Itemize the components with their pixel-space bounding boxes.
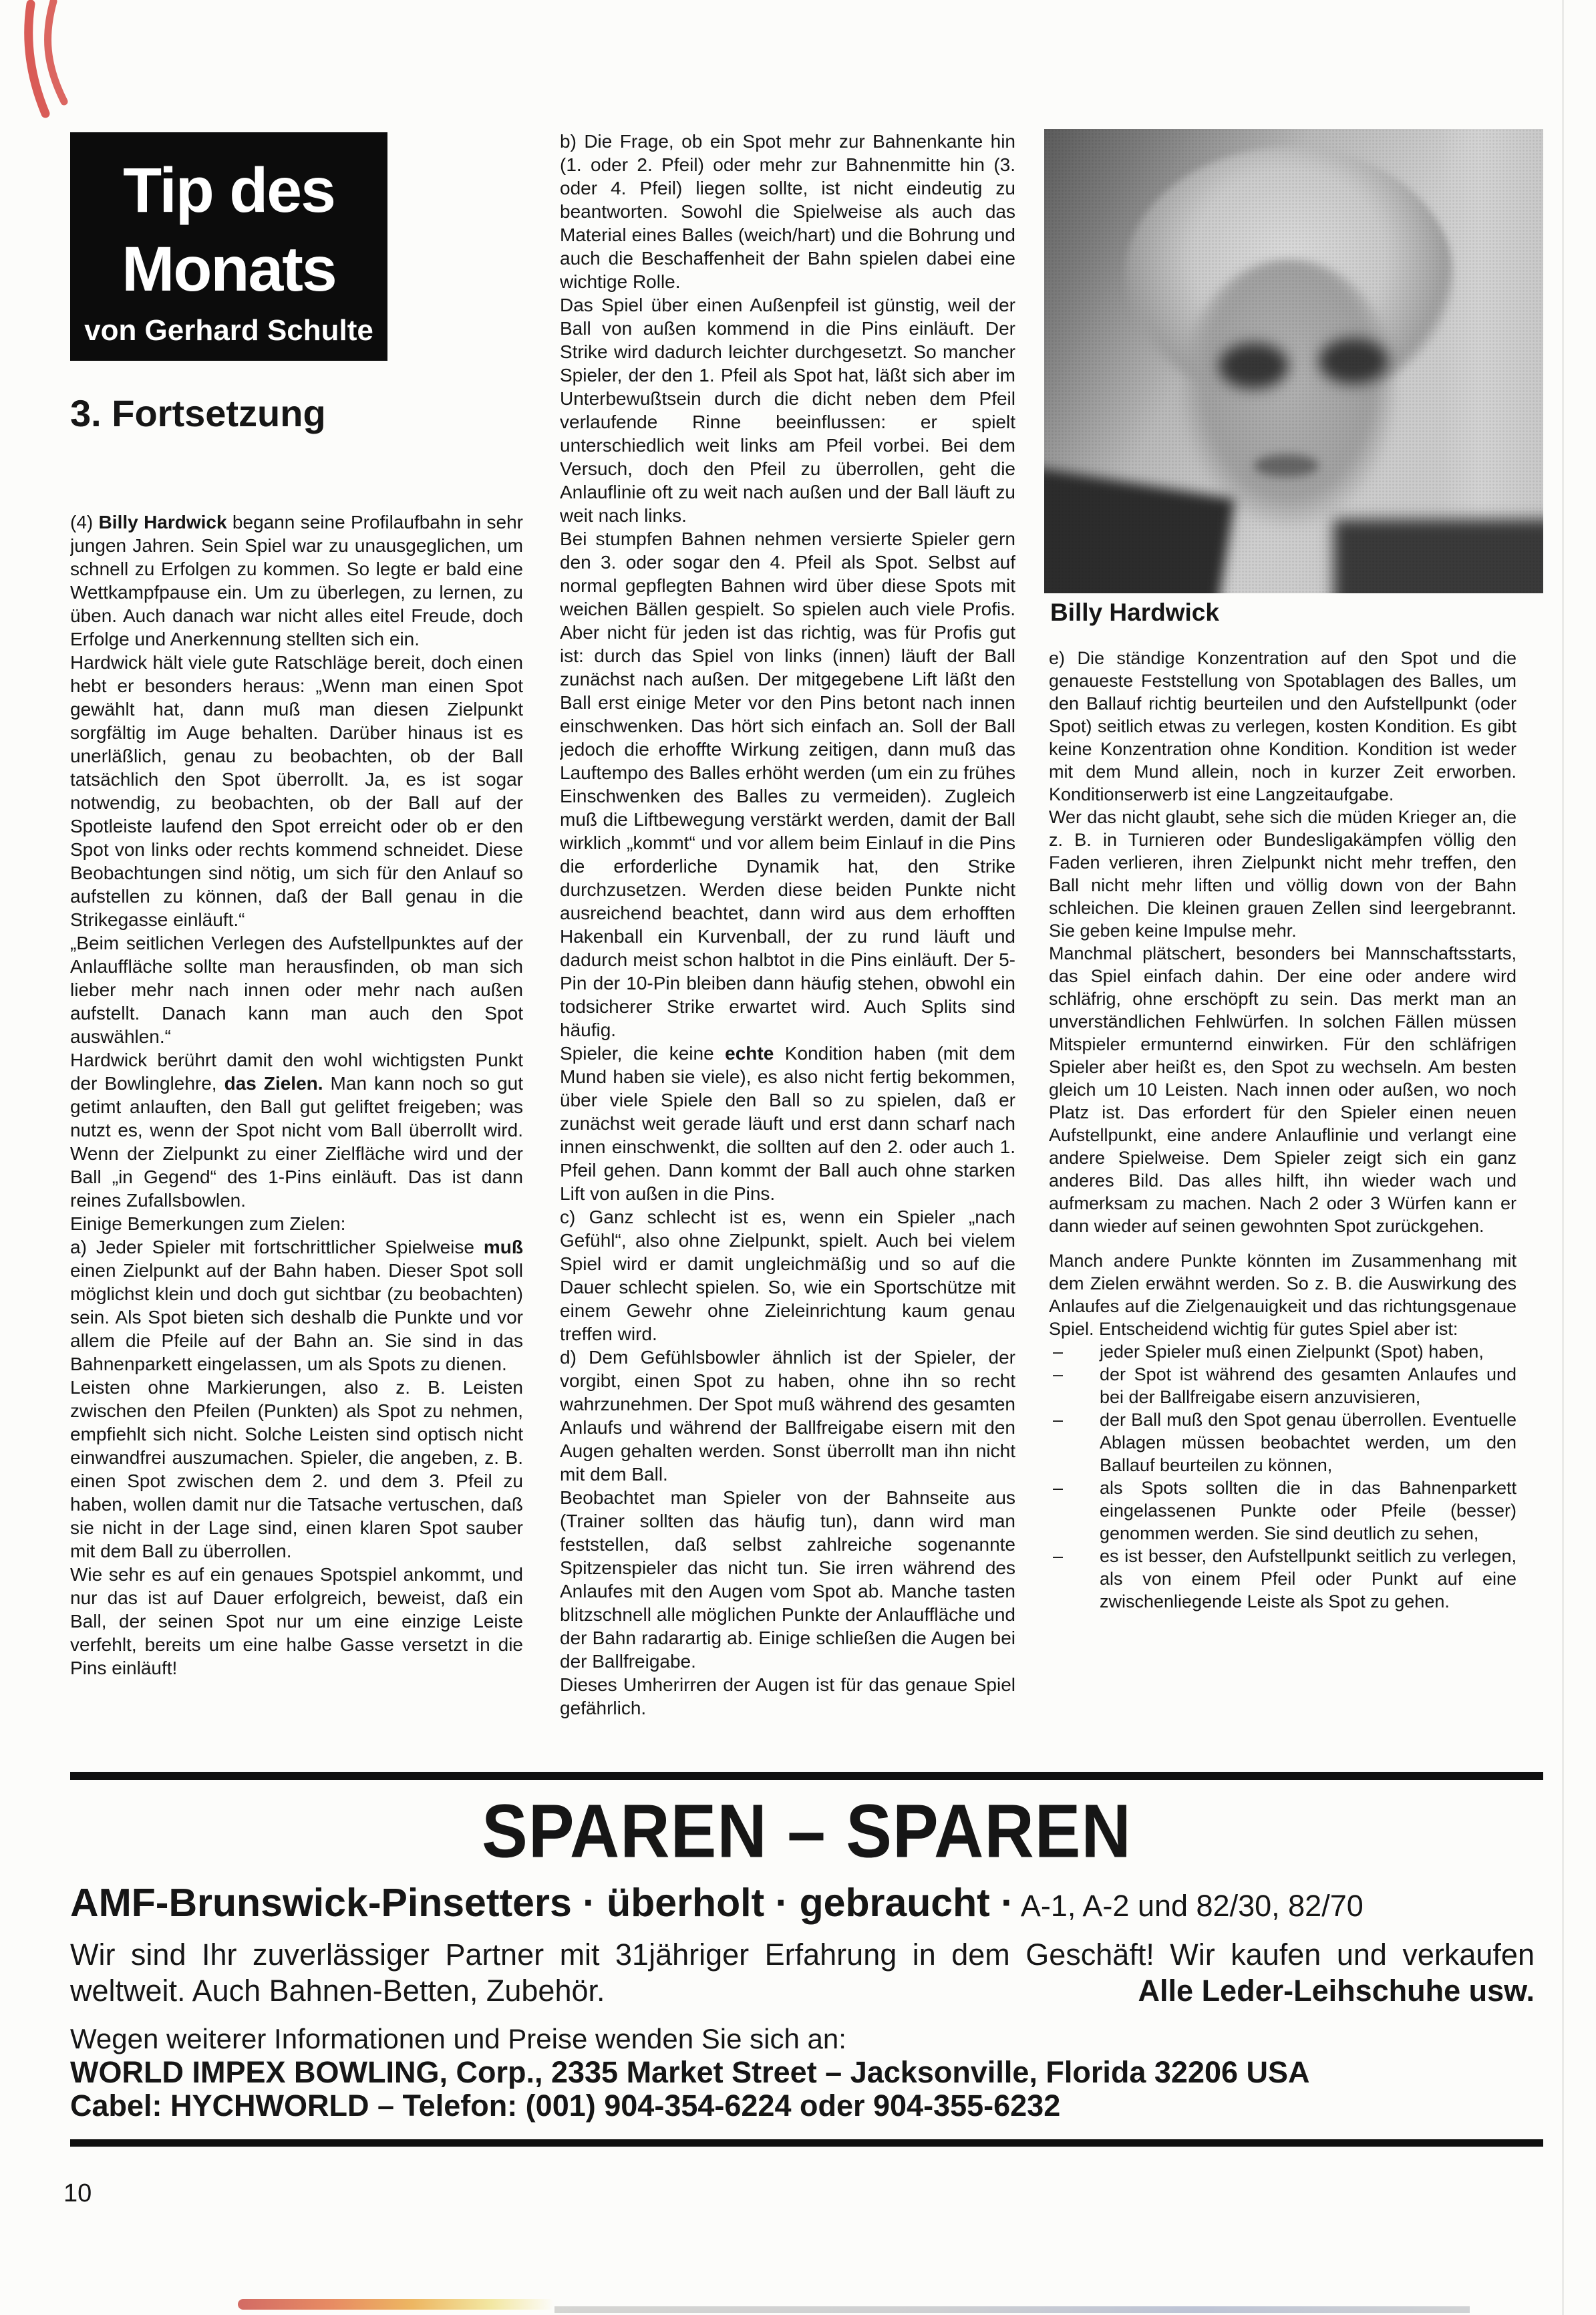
paragraph: b) Die Frage, ob ein Spot mehr zur Bahnenkante hin (1. oder 2. Pfeil) oder mehr zur Bahnenmitte hin (3. oder 4. Pfeil) liegen sollte, ist nicht eindeutig zu beantworten. Sowohl die Spielweise als auch das Material eines Balles (weich/hart) und die Bohrung und auch die Beschaffenheit der Bahn spielen dabei eine wichtige Rolle. <box>560 131 1015 292</box>
paragraph: a) Jeder Spieler mit fortschrittlicher Spielweise muß einen Zielpunkt auf der Bahn haben. Dieser Spot soll möglichst klein und doch gut sichtbar (zu beobachten) sein. Als Spot bieten sich deshalb die Punkte und vor allem die Pfeile auf der Bahn an. Sie sind in das Bahnenparkett eingelassen, um als Spots zu dienen. <box>70 1237 523 1374</box>
masthead-box <box>70 132 387 361</box>
article-column-2 <box>560 130 1015 1769</box>
article-heading: 3. Fortsetzung <box>70 392 326 434</box>
ad-headline: SPAREN – SPAREN <box>482 1789 1132 1873</box>
ad-body-line2-left: weltweit. Auch Bahnen-Betten, Zubehör. <box>70 1974 605 2008</box>
paragraph: Spieler, die keine echte Kondition haben (mit dem Mund haben sie viele), es also nicht fertig bekommen, über viele Spiele den Ball so zu spielen, daß er zunächst weit gerade läuft und erst dann scharf nach innen einschwenkt, die sollten auf den 2. oder auch 1. Pfeil gehen. Dann kommt der Ball auch ohne starken Lift von außen in die Pins. <box>560 1043 1015 1204</box>
bullet-item: – jeder Spieler muß einen Zielpunkt (Spot) haben, <box>1049 1340 1517 1363</box>
paragraph: Manchmal plätschert, besonders bei Mannschaftsstarts, das Spiel einfach dahin. Der eine oder andere wird schläfrig, ohne erschöpft zu sein. Das merkt man an unverständlichen Fehlwürfen. In solchen Fällen müssen Mitspieler ermunternd einwirken. Für den schläfrigen Spieler aber heißt es, den Spot zu wechseln. Am besten gleich um 10 Leisten. Nach innen oder außen, wo noch Platz ist. Das erfordert für den Spieler einen neuen Aufstellpunkt, eine andere Anlauflinie und verlangt eine andere Spielweise. Dem Spieler zeigt sich ein ganz anderes Bild. Das alles hilft, ihn wieder wach und aufmerksam zu machen. Nach 2 oder 3 Würfen kann er dann wieder auf seinen gewohnten Spot zurückgehen. <box>1049 943 1517 1236</box>
paragraph: Hardwick hält viele gute Ratschläge bereit, doch einen hebt er besonders heraus: „Wenn man einen Spot gewählt hat, dann muß man diesen Zielpunkt sorgfältig im Auge behalten. Darüber hinaus ist es unerläßlich, genau zu beobachten, ob der Ball tatsächlich den Spot überrollt. Ja, es ist sogar notwendig, zu beobachten, ob der Ball auf der Spotleiste laufend den Spot erreicht oder ob er den Spot von links oder rechts kommend schneidet. Diese Beobachtungen sind nötig, um sich für den Anlauf so aufstellen zu können, daß der Ball genau in die Strikegasse einläuft.“ <box>70 652 523 930</box>
paragraph: Das Spiel über einen Außenpfeil ist günstig, weil der Ball von außen kommend in die Pins einläuft. Der Strike wird dadurch leichter durchgesetzt. So mancher Spieler, der den 1. Pfeil als Spot hat, läßt sich aber im Unterbewußtsein durch die dicht neben dem Pfeil verlaufende Rinne beeinflussen: er spielt unterschiedlich weit links am Pfeil vorbei. Bei dem Versuch, doch den Pfeil zu überrollen, geht die Anlauflinie oft zu weit nach außen und der Ball läuft zu weit nach links. <box>560 295 1015 526</box>
ad-bottom-rule <box>70 2139 1543 2147</box>
magazine-title-line1: Tip des <box>123 155 335 226</box>
author-byline: von Gerhard Schulte <box>84 314 373 347</box>
paragraph: Hardwick berührt damit den wohl wichtigsten Punkt der Bowlinglehre, das Zielen. Man kann noch so gut getimt anlauften, den Ball gut geliftet freigeben; was nutzt es, wenn der Spot nicht vom Ball überrollt wird. Wenn der Zielpunkt zu einer Zielfläche wird und der Ball „in Gegend“ des 1-Pins einläuft. Das ist dann reines Zufallsbowlen. <box>70 1050 523 1211</box>
paragraph: c) Ganz schlecht ist es, wenn ein Spieler „nach Gefühl“, also ohne Zielpunkt, spielt. Auch bei vielem Spiel wird er damit ungleichmäßig und so auf die Dauer schlecht spielen. So, wie ein Sportschütze mit einem Gewehr ohne Zieleinrichtung kaum genau treffen wird. <box>560 1207 1015 1344</box>
photo-caption: Billy Hardwick <box>1050 599 1219 626</box>
paragraph: e) Die ständige Konzentration auf den Spot und die genaueste Feststellung von Spotablagen des Balles, um den Ballauf richtig beurteilen und den Aufstellpunkt (oder Spot) seitlich etwas zu verlegen, kosten Kondition. Es gibt keine Konzentration ohne Kondition. Kondition ist weder mit dem Mund allein, noch in kurzer Zeit erworben. Konditionserwerb ist eine Langzeitaufgabe. <box>1049 648 1517 804</box>
article-column-3 <box>1049 647 1517 1769</box>
ad-product-line <box>70 1880 1543 1925</box>
paragraph: Dieses Umherirren der Augen ist für das genaue Spiel gefährlich. <box>560 1674 1015 1718</box>
bullet-item: – der Spot ist während des gesamten Anlaufes und bei der Ballfreigabe eisern anzuvisieren, <box>1049 1363 1517 1408</box>
paragraph: d) Dem Gefühlsbowler ähnlich ist der Spieler, der vorgibt, einen Spot zu haben, ohne ihn so recht wahrzunehmen. Der Spot muß während des gesamten Anlaufs und während der Ballfreigabe eisern mit den Augen gehalten werden. Sonst überrollt man ihn nicht mit dem Ball. <box>560 1347 1015 1485</box>
paragraph: Leisten ohne Markierungen, also z. B. Leisten zwischen den Pfeilen (Punkten) als Spot zu nehmen, empfiehlt sich nicht. Solche Leisten sind optisch nicht einwandfrei auszumachen. Spieler, die angeben, z. B. einen Spot zwischen dem 2. und dem 3. Pfeil zu haben, wollen damit nur die Tatsache vertuschen, daß sie nicht in der Lage sind, einen klaren Spot sauber mit dem Ball zu überrollen. <box>70 1377 523 1561</box>
red-pen-mark-icon <box>11 0 74 124</box>
ad-body-line2 <box>70 1974 1535 2008</box>
ad-body-line1: Wir sind Ihr zuverlässiger Partner mit 31jähriger Erfahrung in dem Geschäft! Wir kaufen und verkaufen <box>70 1938 1535 1972</box>
ad-product-models: A-1, A-2 und 82/30, 82/70 <box>1013 1889 1364 1923</box>
paragraph: (4) Billy Hardwick begann seine Profilaufbahn in sehr jungen Jahren. Sein Spiel war zu unausgeglichen, um schnell zu Erfolgen zu kommen. So legte er bald eine Wettkampfpause ein. Um zu überlegen, zu lernen, zu üben. Auch danach war nicht alles eitel Freude, doch Erfolge und Anerkennung stellten sich ein. <box>70 512 523 649</box>
scan-color-streak-right <box>554 2306 1470 2313</box>
paragraph: Manch andere Punkte könnten im Zusammenhang mit dem Zielen erwähnt werden. So z. B. die Auswirkung des Anlaufes auf die Zielgenauigkeit und das richtungsgenaue Spiel. Entscheidend wichtig für gutes Spiel aber ist: <box>1049 1251 1517 1339</box>
scan-edge-line <box>1562 0 1564 2315</box>
ad-contact-address: WORLD IMPEX BOWLING, Corp., 2335 Market Street – Jacksonville, Florida 32206 USA <box>70 2055 1310 2089</box>
paragraph: „Beim seitlichen Verlegen des Aufstellpunktes auf der Anlauffläche sollte man herausfinden, ob man sich lieber mehr nach innen oder mehr nach außen aufstellt. Danach kann man auch den Spot auswählen.“ <box>70 933 523 1047</box>
paragraph: Beobachtet man Spieler von der Bahnseite aus (Trainer sollten das häufig tun), dann wird man feststellen, daß selbst zahlreiche sogenannte Spitzenspieler das nicht tun. Sie irren während des Anlaufes mit den Augen vom Spot ab. Manche tasten blitzschnell alle möglichen Punkte der Anlauffläche und der Bahn radarartig ab. Einige schließen die Augen bei der Ballfreigabe. <box>560 1487 1015 1672</box>
magazine-title-line2: Monats <box>122 234 336 305</box>
ad-body-line2-right: Alle Leder-Leihschuhe usw. <box>1138 1974 1535 2008</box>
paragraph: Wie sehr es auf ein genaues Spotspiel ankommt, und nur das ist auf Dauer erfolgreich, beweist, daß ein Ball, der seinen Spot nur um eine einzige Leiste verfehlt, bereits um eine halbe Gasse versetzt in die Pins einläuft! <box>70 1564 523 1678</box>
ad-contact-phone: Cabel: HYCHWORLD – Telefon: (001) 904-354-6224 oder 904-355-6232 <box>70 2089 1061 2123</box>
ad-top-rule <box>70 1772 1543 1780</box>
ad-product-bold: AMF-Brunswick-Pinsetters · überholt · gebraucht · <box>70 1881 1014 1925</box>
bullet-item: – als Spots sollten die in das Bahnenparkett eingelassenen Punkte oder Pfeile (besser) genommen werden. Sie sind deutlich zu sehen, <box>1049 1477 1517 1545</box>
paragraph: Bei stumpfen Bahnen nehmen versierte Spieler gern den 3. oder sogar den 4. Pfeil als Spot. Selbst auf normal gepflegten Bahnen wird über diese Spots mit weichen Bällen gespielt. So spielen auch viele Profis. Aber nicht für jeden ist das richtig, was für Profis gut ist: durch das Spiel von links (innen) läuft der Ball zunächst nach außen. Der mitgegebene Lift läßt den Ball erst einige Meter vor den Pins betont nach innen einschwenken. Das hört sich einfach an. Soll der Ball jedoch die erhoffte Wirkung zeitigen, dann muß das Lauftempo des Balles erhöht werden (um ein zu frühes Einschwenken des Balles zu vermeiden). Zugleich muß die Liftbewegung verstärkt werden, damit der Ball wirklich „kommt“ und vor allem beim Einlauf in die Pins die erforderliche Dynamik hat, den Strike durchzusetzen. Werden diese beiden Punkte nicht ausreichend beachtet, dann wird aus dem erhofften Hakenball ein Kurvenball, der zu rund läuft und dadurch meist schon halbtot in die Pins einläuft. Der 5-Pin der 10-Pin bleiben dann häufig stehen, obwohl ein todsicherer Strike erwartet wird. Auch Splits sind häufig. <box>560 528 1015 1040</box>
page-number: 10 <box>63 2179 92 2207</box>
article-column-1 <box>70 510 523 1769</box>
bullet-item: – es ist besser, den Aufstellpunkt seitlich zu verlegen, als von einem Pfeil oder Punkt auf eine zwischenliegende Leiste als Spot zu gehen. <box>1049 1545 1517 1613</box>
scan-color-streak-left <box>238 2299 554 2310</box>
ad-contact-intro: Wegen weiterer Informationen und Preise wenden Sie sich an: <box>70 2023 846 2054</box>
photo-grain-overlay <box>1044 129 1543 593</box>
bullet-item: – der Ball muß den Spot genau überrollen. Eventuelle Ablagen müssen beobachtet werden, um den Ballauf beurteilen zu können, <box>1049 1408 1517 1477</box>
billy-hardwick-photo <box>1044 129 1543 593</box>
paragraph: Wer das nicht glaubt, sehe sich die müden Krieger an, die z. B. in Turnieren oder Bundesligakämpfen völlig den Faden verlieren, ihren Zielpunkt nicht mehr treffen, den Ball nicht mehr liften und völlig down von der Bahn schleichen. Die kleinen grauen Zellen sind leergebrannt. Sie geben keine Impulse mehr. <box>1049 807 1517 941</box>
paragraph: Einige Bemerkungen zum Zielen: <box>70 1213 346 1234</box>
